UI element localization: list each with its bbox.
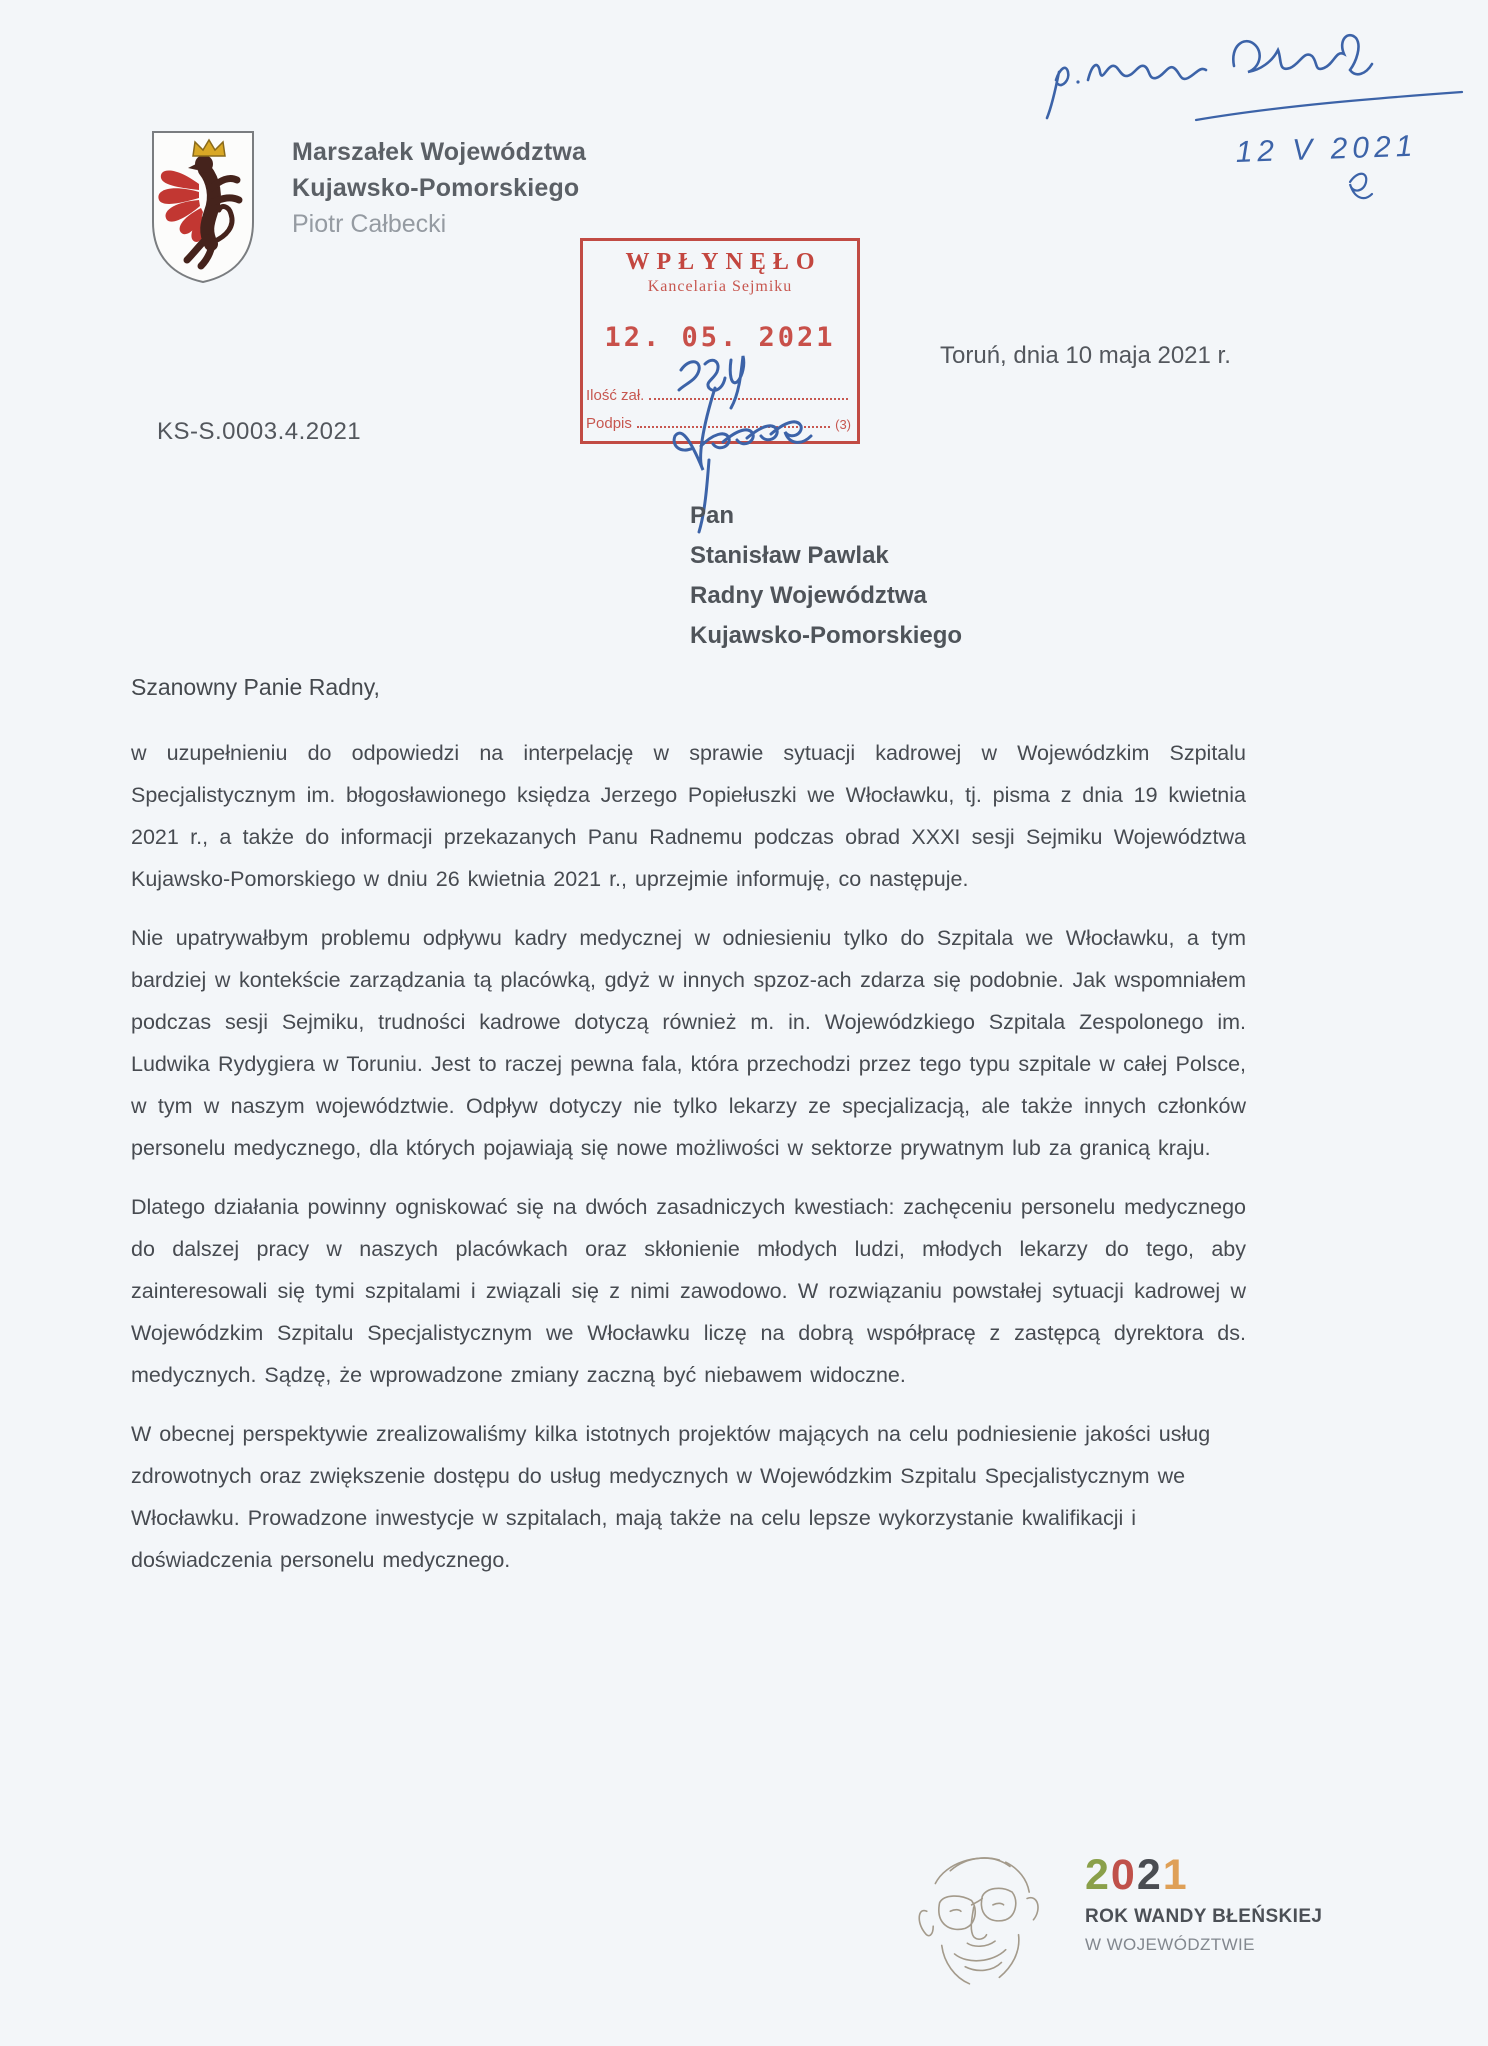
footer-campaign-line2: W WOJEWÓDZTWIE xyxy=(1085,1935,1255,1954)
stamp-signature-row xyxy=(586,415,851,432)
paragraph-3: Dlatego działania powinny ogniskować się na dwóch zasadniczych kwestiach: zachęceniu personelu medycznego do dalszej pracy w naszych placówkach oraz skłonienie młodych ludzi, młodych lekarzy do tego, aby zainteresowali się tymi szpitalami i związali się z nimi zawodowo. W rozwiązaniu powstałej sytuacji kadrowej w Wojewódzkim Szpitalu Specjalistycznym we Włocławku liczę na dobrą współpracę z zastępcą dyrektora ds. medycznych. Sądzę, że wprowadzone zmiany zaczną być niebawem widoczne. xyxy=(131,1195,1246,1387)
sender-name: Piotr Całbecki xyxy=(292,210,447,238)
letter-dateline: Toruń, dnia 10 maja 2021 r. xyxy=(940,342,1231,369)
stamp-office: Kancelaria Sejmiku xyxy=(647,278,793,295)
recipient-title-line2: Kujawsko-Pomorskiego xyxy=(690,622,963,649)
stamp-attachments-label: Ilość zał. xyxy=(586,387,645,404)
reference-number: KS-S.0003.4.2021 xyxy=(157,418,362,445)
handwritten-annotation xyxy=(1038,20,1484,220)
paragraph-4: W obecnej perspektywie zrealizowaliśmy kilka istotnych projektów mających na celu podniesienie jakości usług zdrowotnych oraz zwiększenie dostępu do usług medycznych w Wojewódzkim Szpitalu Specjalistycznym we Włocławku. Prowadzone inwestycje w szpitalach, mają także na celu lepsze wykorzystanie kwalifikacji i doświadczenia personelu medycznego. xyxy=(131,1422,1211,1572)
recipient-salutation-word: Pan xyxy=(690,502,735,529)
stamp-corner-note: (3) xyxy=(835,417,851,432)
coat-of-arms-kujawsko-pomorskie-icon xyxy=(147,126,259,288)
salutation: Szanowny Panie Radny, xyxy=(131,674,380,700)
handwritten-flourish xyxy=(1350,174,1372,198)
year-digit-3: 2 xyxy=(1136,1851,1163,1899)
paragraph-1: w uzupełnieniu do odpowiedzi na interpelację w sprawie sytuacji kadrowej w Wojewódzkim Szpitalu Specjalistycznym im. błogosławionego księdza Jerzego Popiełuszki we Włocławku, tj. pisma z dnia 19 kwietnia 2021 r., a także do informacji przekazanych Panu Radnemu podczas obrad XXXI sesji Sejmiku Województwa Kujawsko-Pomorskiego w dniu 26 kwietnia 2021 r., uprzejmie informuję, co następuje. xyxy=(131,741,1246,891)
handwritten-date: 12 V 2021 xyxy=(1235,129,1418,169)
letter-body xyxy=(131,732,1246,1598)
recipient-title-line1: Radny Województwa xyxy=(690,582,927,609)
recipient-block xyxy=(690,496,962,656)
handwritten-name-scribble xyxy=(1047,68,1068,118)
sender-title-line2: Kujawsko-Pomorskiego xyxy=(292,174,580,202)
year-digit-1: 2 xyxy=(1085,1851,1111,1899)
dotted-leader xyxy=(649,397,848,400)
sender-block xyxy=(292,134,586,242)
year-digit-2: 0 xyxy=(1110,1851,1137,1899)
handwritten-underline xyxy=(1196,92,1462,120)
intake-stamp xyxy=(580,238,860,444)
dotted-leader xyxy=(637,425,830,428)
stamp-title: WPŁYNĘŁO xyxy=(625,249,822,275)
footer-year xyxy=(1085,1852,1322,1898)
footer-campaign-line1: ROK WANDY BŁEŃSKIEJ xyxy=(1085,1906,1323,1927)
year-digit-4: 1 xyxy=(1162,1851,1189,1899)
stamp-date: 12. 05. 2021 xyxy=(604,322,836,353)
wanda-blenska-portrait-sketch-icon xyxy=(903,1843,1053,2003)
paragraph-2: Nie upatrywałbym problemu odpływu kadry medycznej w odniesieniu tylko do Szpitala we Włocławku, a tym bardziej w kontekście zarządzania tą placówką, gdyż w innych spzoz-ach zdarza się podobnie. Jak wspomniałem podczas sesji Sejmiku, trudności kadrowe dotyczą również m. in. Wojewódzkiego Szpitala Zespolonego im. Ludwika Rydygiera w Toruniu. Jest to raczej pewna fala, która przechodzi przez tego typu szpitale w całej Polsce, w tym w naszym województwie. Odpływ dotyczy nie tylko lekarzy ze specjalizacją, ale także innych członków personelu medycznego, dla których pojawiają się nowe możliwości w sektorze prywatnym lub za granicą kraju. xyxy=(131,926,1246,1160)
recipient-name: Stanisław Pawlak xyxy=(690,542,889,569)
sender-title-line1: Marszałek Województwa xyxy=(292,138,587,166)
footer-year-logo xyxy=(1085,1852,1322,1955)
stamp-signature-label: Podpis xyxy=(586,415,632,432)
stamp-attachments-row xyxy=(586,387,851,404)
